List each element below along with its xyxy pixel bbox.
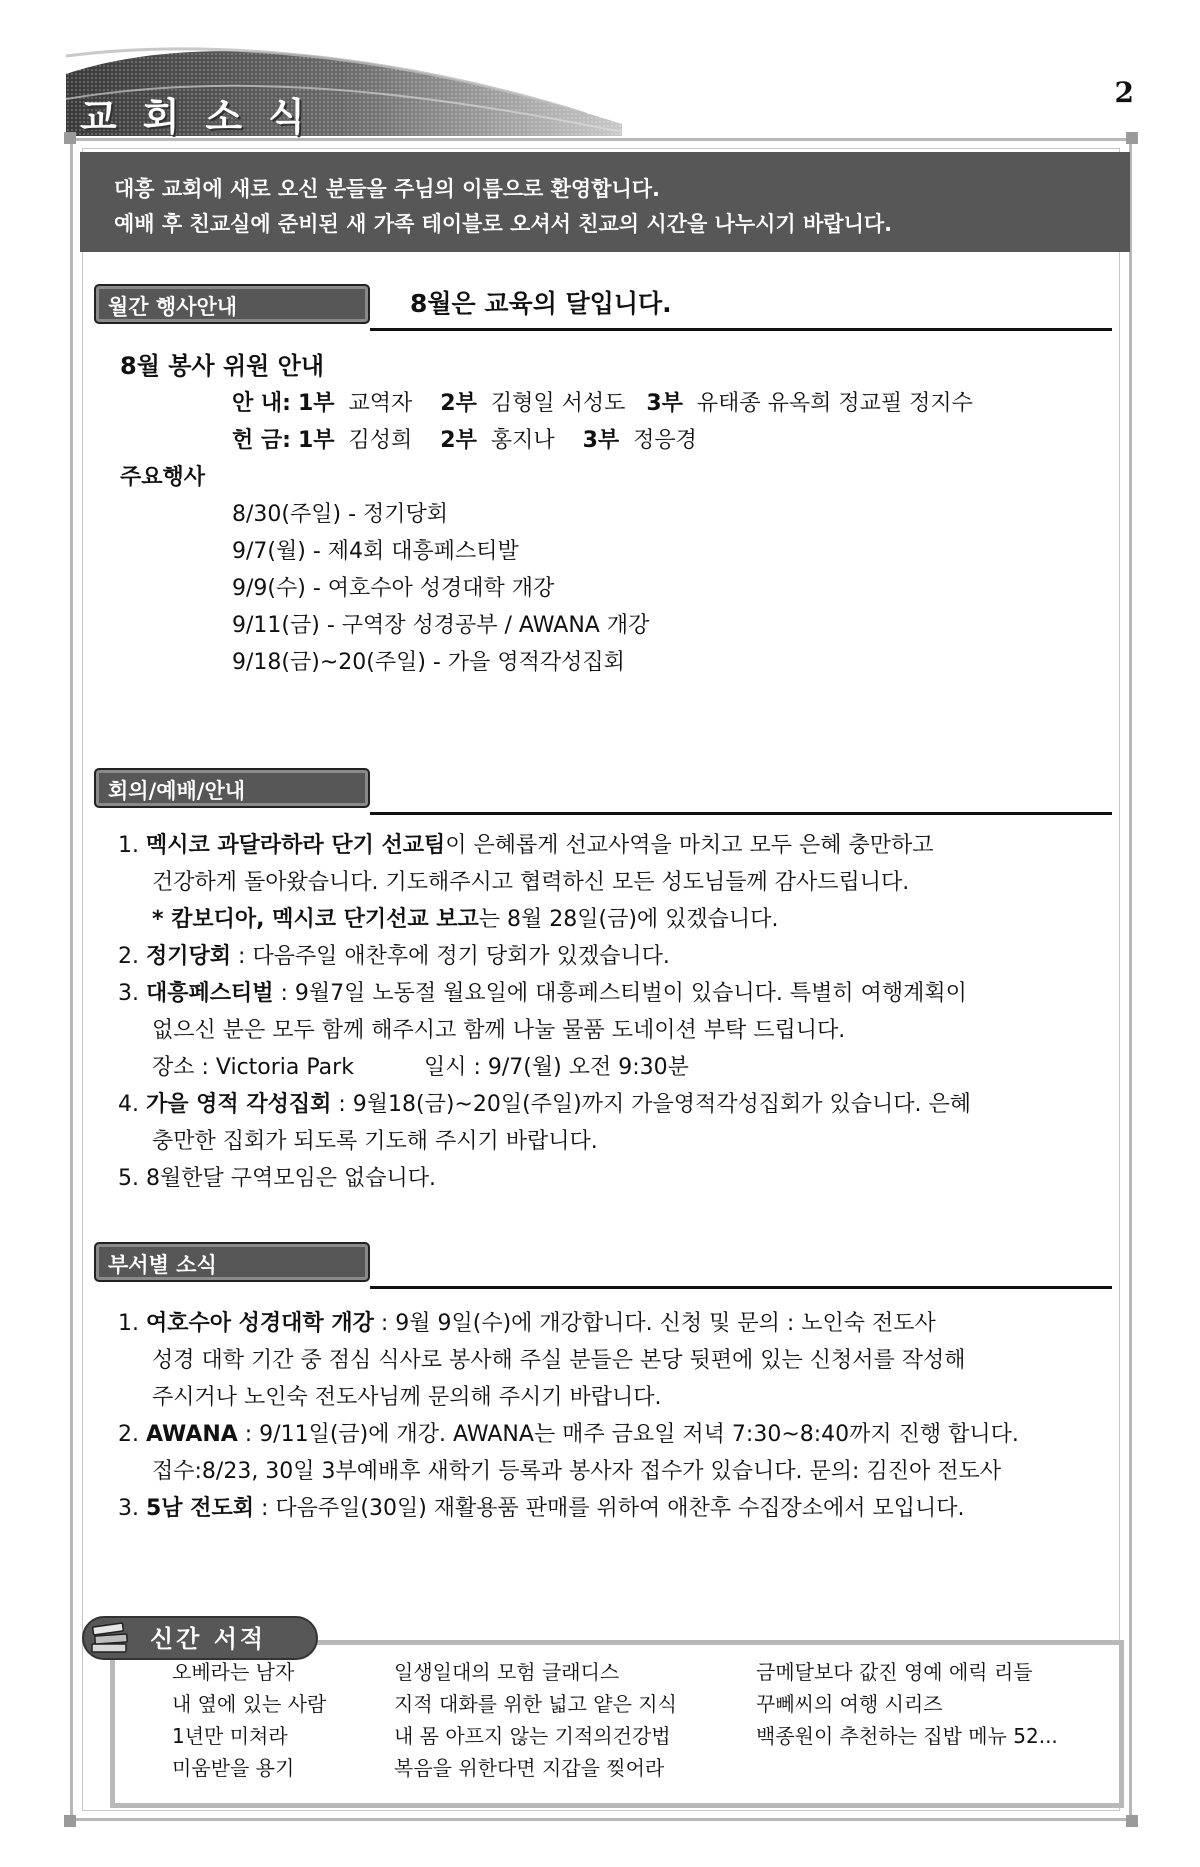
- meeting-item-cont: 충만한 집회가 되도록 기도해 주시기 바랍니다.: [152, 1129, 598, 1154]
- meeting-item-cont: 없으신 분은 모두 함께 해주시고 함께 나눌 물품 도네이션 부탁 드립니다.: [152, 1018, 846, 1043]
- meeting-item: 3. 대흥페스티벌 : 9월7일 노동절 월요일에 대흥페스티벌이 있습니다. 특별히 여행계획이: [118, 981, 967, 1006]
- section-rule: [370, 328, 1112, 331]
- meeting-tab: 회의/예배/안내: [94, 768, 370, 808]
- meeting-item: 1. 멕시코 과달라하라 단기 선교팀이 은혜롭게 선교사역을 마치고 모두 은혜 충만하고: [118, 833, 934, 858]
- festival-time: 일시 : 9/7(월) 오전 9:30분: [424, 1055, 689, 1080]
- section-title: 교회소식: [80, 94, 331, 139]
- book-title: 백종원이 추천하는 집밥 메뉴 52...: [756, 1724, 1058, 1748]
- book-title: 내 몸 아프지 않는 기적의건강법: [394, 1724, 671, 1748]
- book-title: 일생일대의 모험 글래디스: [394, 1660, 620, 1684]
- dept-item: 1. 여호수아 성경대학 개강 : 9월 9일(수)에 개강합니다. 신청 및 문의 : 노인숙 전도사: [118, 1311, 936, 1336]
- book-title: 금메달보다 값진 영예 에릭 리들: [756, 1660, 1033, 1684]
- service-title: 8월 봉사 위원 안내: [120, 352, 325, 380]
- welcome-line: 대흥 교회에 새로 오신 분들을 주님의 이름으로 환영합니다.: [114, 177, 661, 201]
- monthly-events-tab: 월간 행사안내: [94, 284, 370, 324]
- dept-item-cont: 주시거나 노인숙 전도사님께 문의해 주시기 바랍니다.: [152, 1385, 662, 1410]
- dept-news-tab: 부서별 소식: [94, 1242, 370, 1282]
- new-books-title: 신간 서적: [150, 1625, 267, 1653]
- page-number: 2: [1114, 76, 1134, 109]
- welcome-line: 예배 후 친교실에 준비된 새 가족 테이블로 오셔서 친교의 시간을 나누시기 바랍니다.: [114, 212, 893, 236]
- dept-item: 3. 5남 전도회 : 다음주일(30일) 재활용품 판매를 위하여 애찬후 수집장소에서 모입니다.: [118, 1496, 965, 1521]
- meeting-note: * 캄보디아, 멕시코 단기선교 보고는 8월 28일(금)에 있겠습니다.: [152, 907, 779, 932]
- frame-corner: [64, 1815, 76, 1827]
- book-title: 1년만 미쳐라: [172, 1724, 288, 1748]
- meeting-item: 2. 정기당회 : 다음주일 애찬후에 정기 당회가 있겠습니다.: [118, 944, 670, 969]
- dept-item: 2. AWANA : 9/11일(금)에 개강. AWANA는 매주 금요일 저녁 7:30~8:40까지 진행 합니다.: [118, 1422, 1019, 1447]
- festival-place: 장소 : Victoria Park: [152, 1055, 354, 1080]
- section-rule: [370, 1286, 1112, 1289]
- event-item: 9/9(수) - 여호수아 성경대학 개강: [232, 576, 555, 601]
- event-item: 9/18(금)~20(주일) - 가을 영적각성집회: [232, 650, 625, 675]
- meeting-item: 4. 가을 영적 각성집회 : 9월18(금)~20일(주일)까지 가을영적각성집회가 있습니다. 은혜: [118, 1092, 972, 1117]
- event-item: 8/30(주일) - 정기당회: [232, 502, 449, 527]
- offering-row: 헌 금: 1부 김성희 2부 홍지나 3부 정응경: [232, 428, 697, 453]
- dept-item-cont: 접수:8/23, 30일 3부예배후 새학기 등록과 봉사자 접수가 있습니다. 문의: 김진아 전도사: [152, 1459, 1001, 1484]
- meeting-item: 5. 8월한달 구역모임은 없습니다.: [118, 1166, 436, 1191]
- book-title: 복음을 위한다면 지갑을 찢어라: [394, 1756, 665, 1780]
- frame-corner: [64, 132, 76, 144]
- frame-corner: [1126, 1815, 1138, 1827]
- book-stack-icon: [88, 1618, 132, 1658]
- book-title: 꾸뻬씨의 여행 시리즈: [756, 1692, 943, 1716]
- book-title: 미움받을 용기: [172, 1756, 295, 1780]
- book-title: 내 옆에 있는 사람: [172, 1692, 327, 1716]
- frame-corner: [1126, 132, 1138, 144]
- dept-item-cont: 성경 대학 기간 중 점심 식사로 봉사해 주실 분들은 본당 뒷편에 있는 신청서를 작성해: [152, 1348, 966, 1373]
- event-item: 9/7(월) - 제4회 대흥페스티발: [232, 539, 519, 564]
- book-title: 오베라는 남자: [172, 1660, 295, 1684]
- event-item: 9/11(금) - 구역장 성경공부 / AWANA 개강: [232, 613, 650, 638]
- section-rule: [370, 812, 1112, 815]
- book-title: 지적 대화를 위한 넓고 얕은 지식: [394, 1692, 677, 1716]
- welcome-box: [80, 152, 1130, 252]
- events-title: 주요행사: [120, 465, 206, 490]
- monthly-headline: 8월은 교육의 달입니다.: [410, 289, 672, 318]
- guide-row: 안 내: 1부 교역자 2부 김형일 서성도 3부 유태종 유옥희 정교필 정지수: [232, 391, 973, 416]
- meeting-item-cont: 건강하게 돌아왔습니다. 기도해주시고 협력하신 모든 성도님들께 감사드립니다.: [152, 870, 910, 895]
